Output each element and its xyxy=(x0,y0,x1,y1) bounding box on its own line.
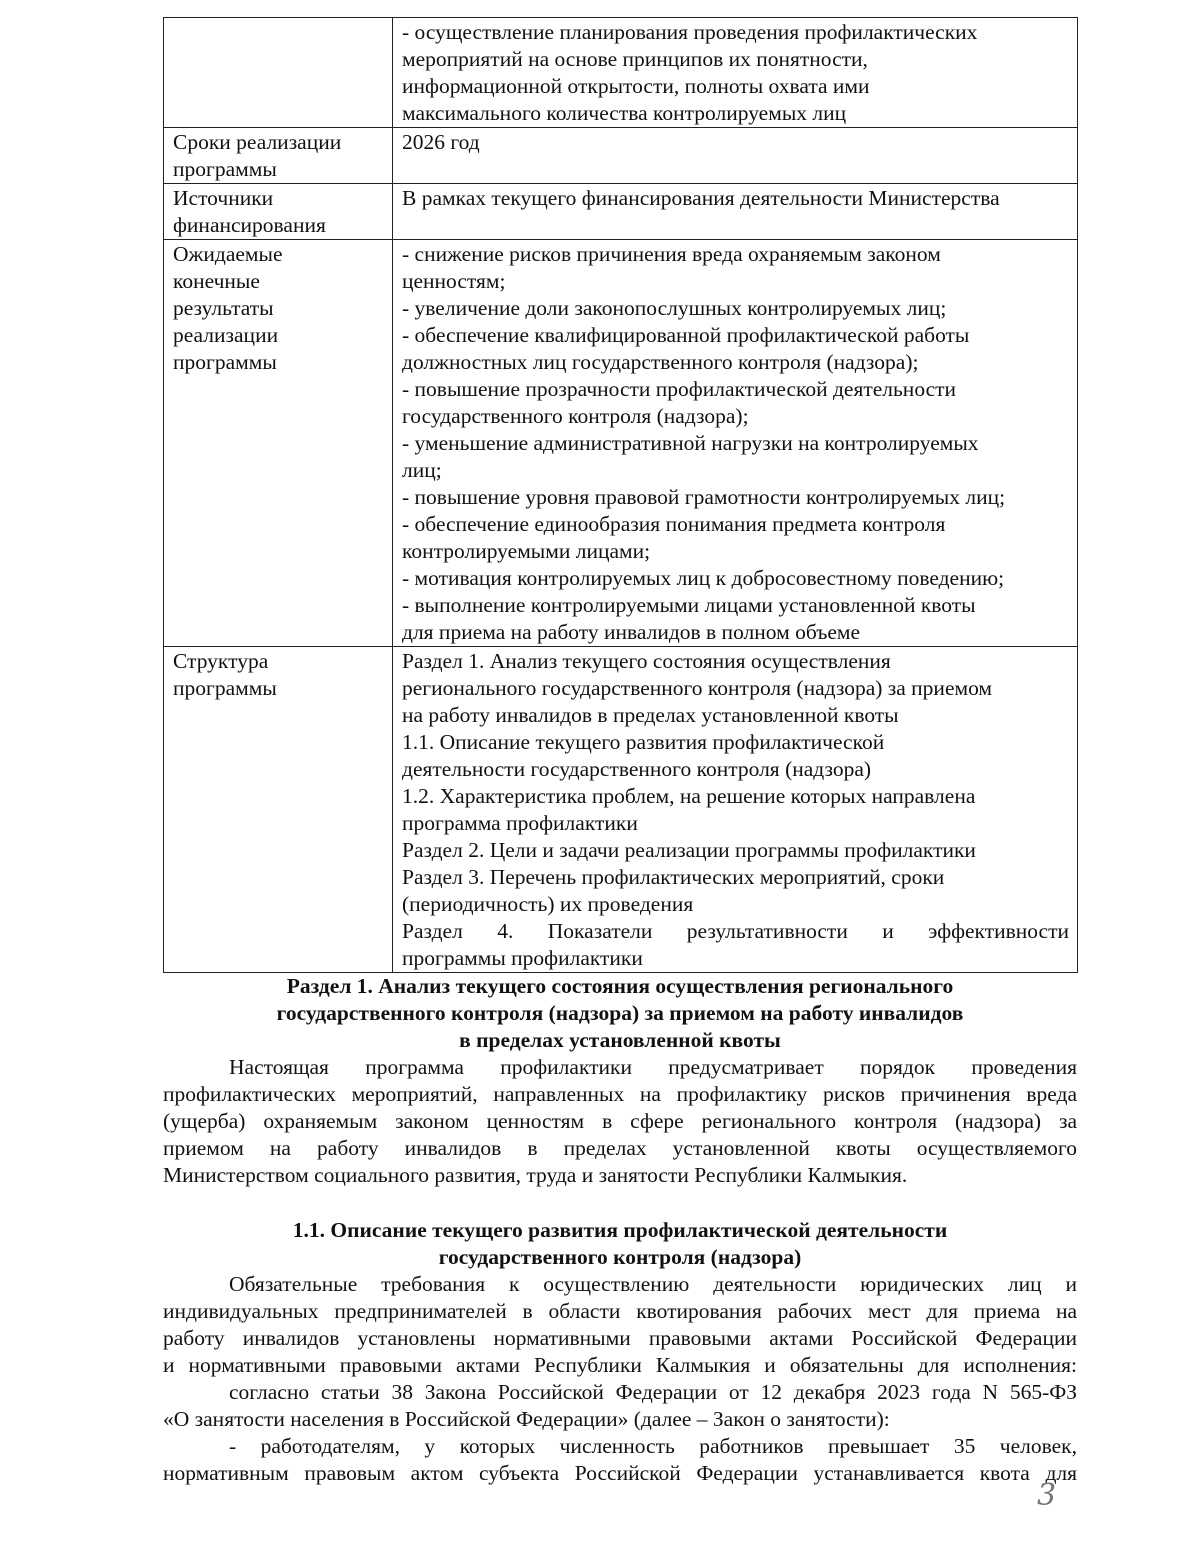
table-text-line: В рамках текущего финансирования деятельности Министерства xyxy=(402,186,1000,210)
section-1-heading xyxy=(163,973,1077,1054)
program-passport-table xyxy=(163,17,1078,973)
table-row xyxy=(164,647,1078,973)
table-label-line: конечные xyxy=(173,269,260,293)
table-label-cell xyxy=(164,184,393,240)
paragraph-line: Министерством социального развития, труда и занятости Республики Калмыкия. xyxy=(163,1163,908,1187)
paragraph-line: Обязательные требования к осуществлению деятельности юридических лиц и xyxy=(229,1272,1077,1296)
table-text-line: максимального количества контролируемых лиц xyxy=(402,101,847,125)
table-label-line: программы xyxy=(173,676,277,700)
table-text-line: должностных лиц государственного контроля (надзора); xyxy=(402,350,919,374)
section-1-1-paragraph-3 xyxy=(163,1433,1077,1487)
table-text-line: (периодичность) их проведения xyxy=(402,892,694,916)
paragraph-line: (ущерба) охраняемым законом ценностям в сфере регионального контроля (надзора) за xyxy=(163,1109,1077,1133)
table-text-line: программа профилактики xyxy=(402,811,638,835)
paragraph-line: и нормативными правовыми актами Республики Калмыкия и обязательны для исполнения: xyxy=(163,1353,1077,1377)
table-text-line: - выполнение контролируемыми лицами установленной квоты xyxy=(402,593,976,617)
paragraph-line: нормативным правовым актом субъекта Российской Федерации устанавливается квота для xyxy=(163,1461,1077,1485)
table-label-line: программы xyxy=(173,157,277,181)
table-label-line: Структура xyxy=(173,649,269,673)
table-text-line: деятельности государственного контроля (надзора) xyxy=(402,757,872,781)
heading-line: в пределах установленной квоты xyxy=(459,1028,781,1052)
heading-line: государственного контроля (надзора) за приемом на работу инвалидов xyxy=(276,1001,964,1025)
table-row xyxy=(164,128,1078,184)
table-content-cell xyxy=(393,647,1078,973)
table-content-cell xyxy=(393,18,1078,128)
table-label-cell xyxy=(164,240,393,647)
table-text-line: ценностям; xyxy=(402,269,506,293)
table-text-line: информационной открытости, полноты охвата ими xyxy=(402,74,870,98)
section-1-1-paragraph-1 xyxy=(163,1271,1077,1379)
table-label-line: финансирования xyxy=(173,213,326,237)
table-label-line: результаты xyxy=(173,296,274,320)
table-text-line: 1.2. Характеристика проблем, на решение которых направлена xyxy=(402,784,976,808)
heading-line: 1.1. Описание текущего развития профилактической деятельности xyxy=(292,1218,948,1242)
table-text-line: - осуществление планирования проведения профилактических xyxy=(402,20,978,44)
paragraph-line: работу инвалидов установлены нормативными правовыми актами Российской Федерации xyxy=(163,1326,1077,1350)
table-label-cell xyxy=(164,647,393,973)
table-content-cell xyxy=(393,240,1078,647)
table-text-line: Раздел 4. Показатели результативности и эффективности xyxy=(402,919,1069,943)
table-text-line: - снижение рисков причинения вреда охраняемым законом xyxy=(402,242,941,266)
paragraph-line: профилактических мероприятий, направленных на профилактику рисков причинения вреда xyxy=(163,1082,1077,1106)
table-text-line: - повышение уровня правовой грамотности контролируемых лиц; xyxy=(402,485,1006,509)
table-text-line: 1.1. Описание текущего развития профилактической xyxy=(402,730,885,754)
table-text-line: Раздел 2. Цели и задачи реализации программы профилактики xyxy=(402,838,976,862)
section-1-1-heading xyxy=(163,1217,1077,1271)
section-1-1-paragraph-2 xyxy=(163,1379,1077,1433)
table-text-line: - увеличение доли законопослушных контролируемых лиц; xyxy=(402,296,947,320)
table-text-line: - обеспечение единообразия понимания предмета контроля xyxy=(402,512,946,536)
table-text-line: - обеспечение квалифицированной профилактической работы xyxy=(402,323,970,347)
table-row xyxy=(164,184,1078,240)
paragraph-line: Настоящая программа профилактики предусматривает порядок проведения xyxy=(229,1055,1077,1079)
heading-line: Раздел 1. Анализ текущего состояния осуществления регионального xyxy=(286,974,954,998)
paragraph-line: приемом на работу инвалидов в пределах установленной квоты осуществляемого xyxy=(163,1136,1077,1160)
table-content-cell xyxy=(393,184,1078,240)
table-text-line: регионального государственного контроля (надзора) за приемом xyxy=(402,676,993,700)
table-label-line: программы xyxy=(173,350,277,374)
paragraph-line: «О занятости населения в Российской Федерации» (далее – Закон о занятости): xyxy=(163,1407,890,1431)
table-text-line: для приема на работу инвалидов в полном объеме xyxy=(402,620,861,644)
table-label-cell xyxy=(164,128,393,184)
table-row xyxy=(164,240,1078,647)
paragraph-line: - работодателям, у которых численность работников превышает 35 человек, xyxy=(229,1434,1077,1458)
table-text-line: 2026 год xyxy=(402,130,480,154)
paragraph-line: индивидуальных предпринимателей в области квотирования рабочих мест для приема на xyxy=(163,1299,1077,1323)
table-text-line: государственного контроля (надзора); xyxy=(402,404,749,428)
table-label-cell xyxy=(164,18,393,128)
table-row xyxy=(164,18,1078,128)
handwritten-page-number: 3 xyxy=(1037,1478,1057,1513)
table-content-cell xyxy=(393,128,1078,184)
table-label-line: реализации xyxy=(173,323,279,347)
table-text-line: контролируемыми лицами; xyxy=(402,539,651,563)
table-text-line: лиц; xyxy=(402,458,442,482)
section-1-paragraph xyxy=(163,1054,1077,1189)
heading-line: государственного контроля (надзора) xyxy=(438,1245,802,1269)
table-text-line: - уменьшение административной нагрузки на контролируемых xyxy=(402,431,979,455)
table-label-line: Сроки реализации xyxy=(173,130,342,154)
table-text-line: мероприятий на основе принципов их понятности, xyxy=(402,47,868,71)
paragraph-line: согласно статьи 38 Закона Российской Федерации от 12 декабря 2023 года N 565-ФЗ xyxy=(229,1380,1077,1404)
table-label-line: Ожидаемые xyxy=(173,242,283,266)
table-text-line: - повышение прозрачности профилактической деятельности xyxy=(402,377,957,401)
table-label-line: Источники xyxy=(173,186,274,210)
table-text-line: Раздел 1. Анализ текущего состояния осуществления xyxy=(402,649,891,673)
table-text-line: программы профилактики xyxy=(402,946,643,970)
table-text-line: - мотивация контролируемых лиц к добросовестному поведению; xyxy=(402,566,1005,590)
table-text-line: Раздел 3. Перечень профилактических мероприятий, сроки xyxy=(402,865,945,889)
table-text-line: на работу инвалидов в пределах установленной квоты xyxy=(402,703,899,727)
